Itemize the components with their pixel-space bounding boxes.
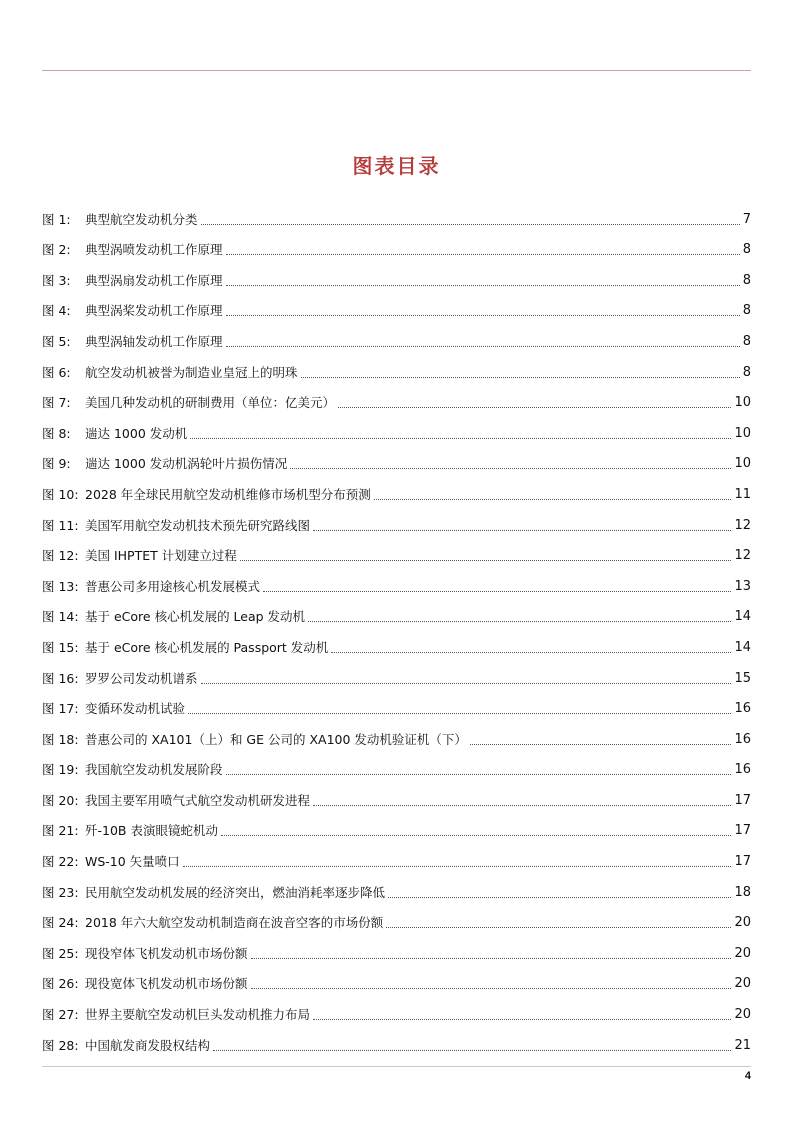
toc-entry-title: 美国 IHPTET 计划建立过程 [85, 548, 237, 564]
toc-leader-dots [290, 467, 731, 469]
toc-entry-title: 基于 eCore 核心机发展的 Leap 发动机 [85, 609, 306, 625]
toc-leader-dots [190, 437, 731, 439]
toc-entry[interactable] [42, 841, 751, 872]
toc-leader-dots [313, 529, 731, 531]
toc-entry-title: 典型涡喷发动机工作原理 [85, 242, 223, 258]
toc-entry-label: 图 3: [42, 272, 71, 288]
toc-entry-page: 8 [742, 272, 751, 288]
toc-leader-dots [226, 314, 740, 316]
toc-entry-title: 典型航空发动机分类 [85, 211, 198, 227]
toc-entry-title: 航空发动机被誉为制造业皇冠上的明珠 [85, 364, 298, 380]
toc-entry[interactable] [42, 780, 751, 811]
toc-entry-page: 16 [734, 762, 751, 778]
toc-entry-label: 图 27: [42, 1007, 79, 1023]
toc-entry[interactable] [42, 811, 751, 842]
toc-entry-label: 图 25: [42, 945, 79, 961]
toc-entry-label: 图 22: [42, 854, 79, 870]
toc-entry-page: 20 [734, 915, 751, 931]
toc-entry-label: 图 28: [42, 1037, 79, 1053]
toc-entry-page: 10 [734, 425, 751, 441]
toc-entry[interactable] [42, 291, 751, 322]
toc-entry-page: 8 [742, 303, 751, 319]
toc-leader-dots [226, 345, 740, 347]
toc-entry[interactable] [42, 230, 751, 261]
toc-entry-title: 民用航空发动机发展的经济突出，燃油消耗率逐步降低 [85, 884, 386, 900]
toc-leader-dots [331, 651, 731, 653]
toc-entry-page: 20 [734, 976, 751, 992]
table-of-figures [42, 199, 751, 1056]
toc-entry[interactable] [42, 964, 751, 995]
toc-leader-dots [251, 987, 732, 989]
toc-leader-dots [226, 253, 740, 255]
toc-entry-title: 我国航空发动机发展阶段 [85, 762, 223, 778]
toc-entry[interactable] [42, 321, 751, 352]
toc-entry-title: 世界主要航空发动机巨头发动机推力布局 [85, 1007, 311, 1023]
toc-leader-dots [313, 804, 731, 806]
toc-leader-dots [201, 223, 740, 225]
toc-entry-title: 变循环发动机试验 [85, 701, 186, 717]
toc-entry-title: 普惠公司的 XA101（上）和 GE 公司的 XA100 发动机验证机（下） [85, 731, 467, 747]
toc-entry[interactable] [42, 444, 751, 475]
toc-entry-label: 图 21: [42, 823, 79, 839]
toc-leader-dots [251, 957, 732, 959]
toc-entry[interactable] [42, 566, 751, 597]
toc-entry-title: 歼-10B 表演眼镜蛇机动 [85, 823, 218, 839]
toc-leader-dots [213, 1049, 731, 1051]
toc-entry-label: 图 19: [42, 762, 79, 778]
toc-entry-page: 7 [742, 211, 751, 227]
toc-entry-page: 17 [734, 792, 751, 808]
toc-entry-label: 图 24: [42, 915, 79, 931]
toc-entry-page: 21 [734, 1037, 751, 1053]
toc-leader-dots [308, 620, 731, 622]
toc-entry-page: 13 [734, 578, 751, 594]
toc-entry-label: 图 1: [42, 211, 71, 227]
toc-entry[interactable] [42, 413, 751, 444]
toc-entry-title: 现役窄体飞机发动机市场份额 [85, 945, 248, 961]
toc-entry-title: 2018 年六大航空发动机制造商在波音空客的市场份额 [85, 915, 384, 931]
toc-entry[interactable] [42, 352, 751, 383]
toc-entry-page: 16 [734, 731, 751, 747]
toc-entry[interactable] [42, 689, 751, 720]
toc-entry-page: 8 [742, 364, 751, 380]
toc-entry-page: 20 [734, 1007, 751, 1023]
toc-entry[interactable] [42, 199, 751, 230]
toc-entry-title: 美国几种发动机的研制费用（单位：亿美元） [85, 395, 336, 411]
toc-entry-label: 图 20: [42, 792, 79, 808]
toc-entry-title: 2028 年全球民用航空发动机维修市场机型分布预测 [85, 486, 371, 502]
toc-entry-label: 图 5: [42, 333, 71, 349]
toc-entry-page: 8 [742, 242, 751, 258]
toc-entry-label: 图 10: [42, 486, 79, 502]
toc-entry-label: 图 15: [42, 639, 79, 655]
toc-entry-title: 罗罗公司发动机谱系 [85, 670, 198, 686]
toc-leader-dots [183, 865, 732, 867]
page-title: 图表目录 [352, 154, 441, 178]
toc-entry-label: 图 6: [42, 364, 71, 380]
toc-entry-label: 图 8: [42, 425, 71, 441]
toc-entry[interactable] [42, 933, 751, 964]
toc-entry-label: 图 2: [42, 242, 71, 258]
toc-entry-title: 普惠公司多用途核心机发展模式 [85, 578, 261, 594]
toc-leader-dots [313, 1018, 731, 1020]
page-number: 4 [744, 1070, 751, 1082]
toc-entry-page: 11 [734, 486, 751, 502]
toc-entry[interactable] [42, 658, 751, 689]
toc-entry-title: 我国主要军用喷气式航空发动机研发进程 [85, 792, 311, 808]
toc-entry-page: 10 [734, 456, 751, 472]
footer-divider [42, 1066, 751, 1067]
toc-entry-label: 图 13: [42, 578, 79, 594]
toc-entry-title: 遄达 1000 发动机 [85, 425, 188, 441]
toc-leader-dots [470, 743, 732, 745]
toc-entry[interactable] [42, 383, 751, 414]
toc-leader-dots [386, 926, 731, 928]
toc-entry-page: 18 [734, 884, 751, 900]
toc-entry[interactable] [42, 536, 751, 567]
toc-entry-page: 17 [734, 854, 751, 870]
toc-entry-page: 12 [734, 517, 751, 533]
header-divider [42, 70, 751, 71]
toc-entry-label: 图 26: [42, 976, 79, 992]
toc-entry-label: 图 16: [42, 670, 79, 686]
toc-entry-label: 图 18: [42, 731, 79, 747]
toc-entry[interactable] [42, 903, 751, 934]
toc-entry-page: 15 [734, 670, 751, 686]
toc-entry-label: 图 17: [42, 701, 79, 717]
toc-entry-title: 基于 eCore 核心机发展的 Passport 发动机 [85, 639, 329, 655]
toc-leader-dots [388, 896, 731, 898]
toc-entry-title: WS-10 矢量喷口 [85, 854, 180, 870]
toc-leader-dots [188, 712, 731, 714]
toc-entry[interactable] [42, 994, 751, 1025]
toc-entry[interactable] [42, 627, 751, 658]
toc-entry-page: 14 [734, 609, 751, 625]
toc-entry-page: 12 [734, 548, 751, 564]
toc-entry-label: 图 9: [42, 456, 71, 472]
toc-entry-title: 典型涡轴发动机工作原理 [85, 333, 223, 349]
toc-entry-page: 20 [734, 945, 751, 961]
toc-entry-title: 现役宽体飞机发动机市场份额 [85, 976, 248, 992]
toc-entry-title: 典型涡桨发动机工作原理 [85, 303, 223, 319]
toc-entry-title: 遄达 1000 发动机涡轮叶片损伤情况 [85, 456, 288, 472]
toc-entry[interactable] [42, 872, 751, 903]
toc-entry-title: 中国航发商发股权结构 [85, 1037, 211, 1053]
toc-entry-label: 图 23: [42, 884, 79, 900]
toc-entry[interactable] [42, 474, 751, 505]
toc-entry[interactable] [42, 260, 751, 291]
toc-entry-label: 图 11: [42, 517, 79, 533]
toc-leader-dots [240, 559, 732, 561]
toc-entry[interactable] [42, 1025, 751, 1056]
toc-leader-dots [226, 773, 732, 775]
toc-entry[interactable] [42, 719, 751, 750]
toc-entry-page: 17 [734, 823, 751, 839]
toc-entry-title: 典型涡扇发动机工作原理 [85, 272, 223, 288]
toc-entry[interactable] [42, 597, 751, 628]
toc-entry[interactable] [42, 750, 751, 781]
toc-leader-dots [301, 376, 740, 378]
toc-entry-label: 图 4: [42, 303, 71, 319]
toc-entry-page: 10 [734, 395, 751, 411]
toc-leader-dots [374, 498, 732, 500]
toc-leader-dots [263, 590, 731, 592]
toc-leader-dots [226, 284, 740, 286]
toc-entry-title: 美国军用航空发动机技术预先研究路线图 [85, 517, 311, 533]
toc-entry-label: 图 7: [42, 395, 71, 411]
toc-entry-label: 图 14: [42, 609, 79, 625]
toc-entry-page: 16 [734, 701, 751, 717]
toc-leader-dots [338, 406, 731, 408]
toc-leader-dots [221, 834, 731, 836]
toc-entry[interactable] [42, 505, 751, 536]
toc-entry-page: 8 [742, 333, 751, 349]
toc-entry-page: 14 [734, 639, 751, 655]
toc-leader-dots [201, 682, 732, 684]
toc-entry-label: 图 12: [42, 548, 79, 564]
